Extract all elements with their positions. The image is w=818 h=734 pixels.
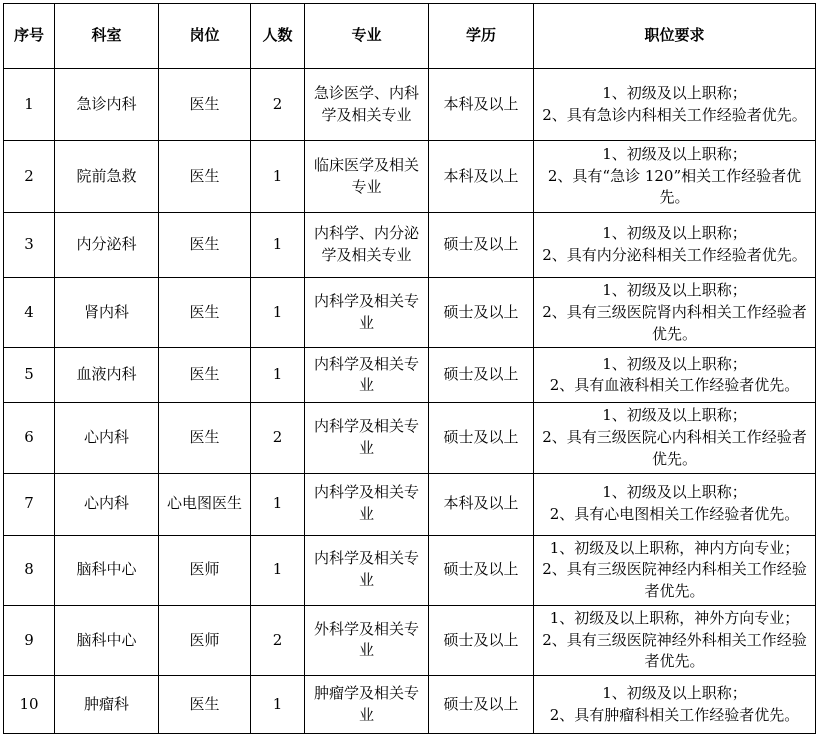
cell-position: 医生 [159, 278, 251, 348]
cell-count: 1 [251, 278, 305, 348]
header-dept: 科室 [55, 4, 159, 69]
cell-education: 硕士及以上 [429, 605, 534, 675]
requirement-line: 1、初级及以上职称； [602, 483, 747, 502]
requirement-line: 2、具有三级医院心内科相关工作经验者优先。 [542, 428, 807, 468]
requirement-line: 1、初级及以上职称； [602, 224, 747, 243]
cell-no: 2 [4, 141, 55, 213]
cell-major: 内科学、内分泌学及相关专业 [305, 213, 429, 278]
header-count: 人数 [251, 4, 305, 69]
cell-position: 医生 [159, 348, 251, 403]
cell-major: 急诊医学、内科学及相关专业 [305, 69, 429, 141]
cell-count: 1 [251, 141, 305, 213]
table-row [4, 213, 816, 278]
cell-requirements [534, 278, 816, 348]
cell-no: 6 [4, 403, 55, 473]
cell-count: 1 [251, 473, 305, 535]
cell-no: 7 [4, 473, 55, 535]
cell-no: 4 [4, 278, 55, 348]
cell-position: 心电图医生 [159, 473, 251, 535]
cell-dept: 急诊内科 [55, 69, 159, 141]
requirement-line: 1、初级及以上职称； [602, 83, 747, 102]
cell-dept: 脑科中心 [55, 605, 159, 675]
header-major: 专业 [305, 4, 429, 69]
cell-count: 2 [251, 69, 305, 141]
cell-education: 硕士及以上 [429, 213, 534, 278]
cell-count: 2 [251, 605, 305, 675]
requirement-line: 2、具有内分泌科相关工作经验者优先。 [542, 246, 807, 264]
cell-major: 外科学及相关专业 [305, 605, 429, 675]
cell-requirements [534, 69, 816, 141]
cell-education: 本科及以上 [429, 473, 534, 535]
requirement-line: 2、具有血液科相关工作经验者优先。 [549, 376, 800, 395]
cell-major: 内科学及相关专业 [305, 535, 429, 605]
header-position: 岗位 [159, 4, 251, 69]
requirement-line: 2、具有心电图相关工作经验者优先。 [549, 505, 800, 523]
cell-no: 9 [4, 605, 55, 675]
cell-count: 1 [251, 535, 305, 605]
cell-dept: 血液内科 [55, 348, 159, 403]
cell-count: 1 [251, 348, 305, 403]
table-row [4, 348, 816, 403]
header-education: 学历 [429, 4, 534, 69]
cell-dept: 脑科中心 [55, 535, 159, 605]
table-header-row [4, 4, 816, 69]
cell-education: 硕士及以上 [429, 676, 534, 734]
cell-position: 医生 [159, 403, 251, 473]
cell-position: 医师 [159, 535, 251, 605]
table-row [4, 535, 816, 605]
cell-education: 硕士及以上 [429, 348, 534, 403]
cell-requirements [534, 141, 816, 213]
table-row [4, 473, 816, 535]
table-row [4, 141, 816, 213]
requirement-line: 1、初级及以上职称； [602, 406, 747, 425]
requirement-line: 2、具有三级医院神经内科相关工作经验者优先。 [542, 560, 807, 600]
cell-requirements [534, 473, 816, 535]
cell-no: 8 [4, 535, 55, 605]
cell-requirements [534, 403, 816, 473]
requirement-line: 1、初级及以上职称； [602, 683, 747, 702]
cell-requirements [534, 535, 816, 605]
cell-requirements [534, 605, 816, 675]
cell-position: 医生 [159, 69, 251, 141]
cell-dept: 肿瘤科 [55, 676, 159, 734]
table-row [4, 403, 816, 473]
cell-no: 5 [4, 348, 55, 403]
cell-count: 1 [251, 676, 305, 734]
cell-requirements [534, 213, 816, 278]
cell-no: 10 [4, 676, 55, 734]
cell-no: 3 [4, 213, 55, 278]
cell-education: 本科及以上 [429, 69, 534, 141]
requirement-line: 1、初级及以上职称； [602, 281, 747, 299]
requirement-line: 1、初级及以上职称； [602, 144, 747, 163]
table-row [4, 605, 816, 675]
requirement-line: 2、具有急诊内科相关工作经验者优先。 [542, 105, 807, 124]
cell-dept: 内分泌科 [55, 213, 159, 278]
cell-education: 硕士及以上 [429, 403, 534, 473]
cell-major: 内科学及相关专业 [305, 403, 429, 473]
cell-requirements [534, 348, 816, 403]
cell-major: 肿瘤学及相关专业 [305, 676, 429, 734]
cell-position: 医生 [159, 141, 251, 213]
cell-no: 1 [4, 69, 55, 141]
cell-major: 内科学及相关专业 [305, 473, 429, 535]
cell-count: 1 [251, 213, 305, 278]
requirement-line: 2、具有“急诊 120”相关工作经验者优先。 [547, 166, 802, 207]
header-requirements: 职位要求 [534, 4, 816, 69]
requirement-line: 2、具有肿瘤科相关工作经验者优先。 [549, 705, 800, 724]
cell-dept: 肾内科 [55, 278, 159, 348]
cell-dept: 心内科 [55, 473, 159, 535]
cell-major: 临床医学及相关专业 [305, 141, 429, 213]
cell-position: 医师 [159, 605, 251, 675]
header-no: 序号 [4, 4, 55, 69]
cell-education: 硕士及以上 [429, 535, 534, 605]
cell-dept: 心内科 [55, 403, 159, 473]
requirement-line: 1、初级及以上职称； [602, 354, 747, 373]
cell-dept: 院前急救 [55, 141, 159, 213]
cell-education: 本科及以上 [429, 141, 534, 213]
recruitment-table [3, 3, 816, 734]
table-row [4, 278, 816, 348]
cell-major: 内科学及相关专业 [305, 278, 429, 348]
requirement-line: 1、初级及以上职称，神外方向专业； [549, 608, 800, 627]
cell-position: 医生 [159, 676, 251, 734]
cell-major: 内科学及相关专业 [305, 348, 429, 403]
requirement-line: 2、具有三级医院神经外科相关工作经验者优先。 [542, 630, 807, 671]
requirement-line: 2、具有三级医院肾内科相关工作经验者优先。 [542, 302, 807, 343]
cell-count: 2 [251, 403, 305, 473]
requirement-line: 1、初级及以上职称，神内方向专业； [549, 538, 800, 557]
cell-education: 硕士及以上 [429, 278, 534, 348]
cell-position: 医生 [159, 213, 251, 278]
table-row [4, 69, 816, 141]
